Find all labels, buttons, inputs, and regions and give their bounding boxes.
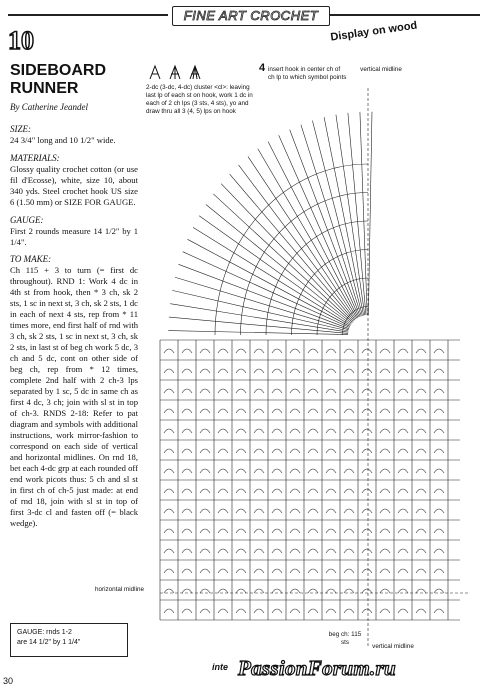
ray-line [230,174,355,321]
chain-loop [254,349,264,353]
chain-loop [254,489,264,493]
chain-loop [380,529,390,533]
chain-loop [380,409,390,413]
chain-loop [416,589,426,593]
chain-loop [326,549,336,553]
chain-loop [398,369,408,373]
chain-loop [200,449,210,453]
ray-line [336,115,365,316]
chain-loop [326,529,336,533]
chain-loop [290,369,300,373]
chain-loop [218,589,228,593]
chain-loop [164,449,174,453]
chain-loop [272,469,282,473]
chain-loop [416,469,426,473]
chain-loop [380,589,390,593]
hook-symbol: 4 [259,62,266,74]
chain-loop [254,509,264,513]
chain-loop [344,469,354,473]
ray-line [221,184,353,322]
chain-loop [164,569,174,573]
chain-loop [200,429,210,433]
chain-loop [182,589,192,593]
chain-loop [434,509,444,513]
chain-loop [362,509,372,513]
chain-loop [182,569,192,573]
chain-loop [326,609,336,613]
chain-loop [362,489,372,493]
chain-loop [398,549,408,553]
filet-grid [160,340,460,620]
chain-loop [380,369,390,373]
ray-line [360,112,367,315]
chain-loop [200,569,210,573]
chain-loop [272,369,282,373]
chain-loop [398,509,408,513]
chain-loop [344,429,354,433]
chain-loop [308,409,318,413]
chain-loop [182,369,192,373]
chain-loop [344,409,354,413]
chain-loop [362,609,372,613]
chain-loop [434,529,444,533]
chain-loop [416,509,426,513]
chain-loop [380,549,390,553]
chain-loop [200,509,210,513]
chain-loop [272,569,282,573]
chain-loop [218,409,228,413]
chain-loop [434,369,444,373]
chain-loop [308,609,318,613]
chain-loop [362,429,372,433]
chain-loop [290,349,300,353]
chain-loop [290,569,300,573]
chain-loop [272,529,282,533]
chain-loop [200,469,210,473]
chain-loop [416,609,426,613]
chain-loop [272,589,282,593]
chain-loop [380,569,390,573]
gauge-text: First 2 rounds measure 14 1/2" by 1 1/4". [10,226,138,247]
chain-loop [398,489,408,493]
chain-loop [308,509,318,513]
chain-loop [200,369,210,373]
chain-loop [164,429,174,433]
rounded-end-rays [168,112,372,335]
chain-loop [434,389,444,393]
ray-line [175,277,349,330]
chain-loop [290,509,300,513]
chain-loop [164,489,174,493]
chain-loop [200,549,210,553]
chain-loop [164,609,174,613]
chain-loop [380,509,390,513]
chain-loop [434,349,444,353]
chain-loop [326,589,336,593]
instructions-heading: TO MAKE: [10,254,52,264]
page-number: 30 [3,676,14,686]
chain-loop [362,369,372,373]
chain-loop [416,389,426,393]
chain-loop [254,529,264,533]
chain-loop [362,589,372,593]
chain-loop [344,389,354,393]
chain-loop [416,489,426,493]
chain-loop [254,449,264,453]
chain-loop [416,409,426,413]
chain-loop [236,589,246,593]
chain-loop [416,349,426,353]
chain-loop [290,429,300,433]
chain-loop [218,389,228,393]
ray-arc [215,164,368,335]
chain-loop [290,389,300,393]
header-rule-left [8,14,168,16]
title-line-1: SIDEBOARD [10,62,107,79]
chain-loop [308,349,318,353]
chain-loop [182,389,192,393]
chain-loop [434,409,444,413]
gauge-heading: GAUGE: [10,215,44,225]
hook-legend: insert hook in center ch of ch lp to which symbol points [268,66,347,81]
chain-loop [308,369,318,373]
ray-line [368,112,372,315]
chain-loop [434,469,444,473]
chain-loop [182,549,192,553]
chain-loop [362,349,372,353]
chain-loop [182,489,192,493]
chain-loop [308,469,318,473]
chain-loop [416,569,426,573]
chain-loop [164,369,174,373]
chain-loop [362,569,372,573]
chain-loop [200,349,210,353]
chain-loop [344,589,354,593]
chain-loop [164,589,174,593]
chain-loop [434,429,444,433]
header-rule-right [330,14,480,16]
chain-loop [272,509,282,513]
chain-loop [164,549,174,553]
gauge-box [10,623,128,657]
chain-loop [218,569,228,573]
chain-loop [416,429,426,433]
chain-loop [398,449,408,453]
ray-line [268,142,358,318]
ray-line [348,113,366,315]
chain-loop [182,529,192,533]
chain-loop [398,409,408,413]
chain-loop [434,609,444,613]
chain-loop [290,449,300,453]
chain-loop [164,529,174,533]
vertical-midline-label-top: vertical midline [360,66,402,73]
materials-heading: MATERIALS: [10,153,60,163]
ray-line [188,239,350,326]
chain-loop [344,349,354,353]
chain-loop [272,389,282,393]
chain-loop [398,389,408,393]
footer-brand: inte [212,662,229,672]
chain-loop [308,529,318,533]
chain-loop [290,469,300,473]
chain-loop [308,449,318,453]
chain-loop [380,429,390,433]
chain-loop [290,609,300,613]
chain-loop [236,549,246,553]
chain-loop [326,569,336,573]
chain-loop [344,489,354,493]
chain-loop [434,569,444,573]
chain-loop [254,389,264,393]
chain-loop [254,589,264,593]
crochet-diagram [140,60,470,660]
chain-loop [398,609,408,613]
chain-loop [326,409,336,413]
ray-line [279,135,359,317]
chain-loop [182,449,192,453]
chain-loop [236,609,246,613]
chain-loop [200,389,210,393]
chain-loop [272,489,282,493]
chain-loop [236,369,246,373]
horizontal-midline-label: horizontal midline [94,586,144,593]
chain-loop [182,429,192,433]
chain-loop [326,449,336,453]
chain-loop [326,429,336,433]
chain-loop [344,549,354,553]
chain-loop [254,429,264,433]
display-note: Display on wood [329,19,418,44]
chain-loop [398,569,408,573]
title-line-2: RUNNER [10,80,79,97]
chain-loop [326,369,336,373]
chain-loop [344,369,354,373]
chain-loop [326,389,336,393]
chain-loop [326,349,336,353]
chain-loop [308,429,318,433]
chain-loop [362,469,372,473]
ray-line [179,264,350,328]
pattern-number: 10 [8,26,34,55]
materials-text: Glossy quality crochet cotton (or use fil d'Ecosse), white, size 10, about 340 yds. Steel crochet hook US size 6 (1.50 mm) or SIZE FOR GAUGE. [10,164,138,207]
gauge-box-line1: GAUGE: rnds 1-2 [17,629,72,636]
chain-loop [218,489,228,493]
chain-loop [362,449,372,453]
instructions-text: Ch 115 + 3 to turn (= first dc throughout). RND 1: Work 4 dc in 4th st from hook, then * 3 ch, sk 2 sts, 1 sc in next st, 3 ch, sk 2 sts, 1 dc in each of next 4 sts, rep from * 11 times more, end first half of rnd with 3 ch, sk 2 sts, 1 sc in next st, 3 ch, sk 2 sts, in last st of beg ch work 5 dc, 3 ch and 5 dc, cont on other side of beg ch, rep from * 12 times, complete 2nd half with 2 ch-3 lps separated by 1 sc, 5 dc in same ch as first 4 dc, 3 ch; join with sl st in top of ch-3. RNDS 2-18: Refer to pat diagram and symbols with additional instructions, work mirror-fashion to correspond on each side of vertical and horizontal midlines. On rnd 18, bet each 4-dc grp at each rounded off end work picots thus: 5 ch and sl st in first ch of ch-5 just made: at end of rnd 18, join with sl st in top of first 3-dc cl and fasten off (= black wedge). [10,265,138,528]
chain-loop [200,529,210,533]
chain-loop [182,409,192,413]
chain-loop [272,349,282,353]
chain-loop [272,409,282,413]
chain-loop [398,589,408,593]
chain-loop [218,369,228,373]
chain-loop [182,469,192,473]
chain-loop [218,549,228,553]
chain-loop [218,529,228,533]
chain-loop [290,549,300,553]
ray-line [213,194,352,323]
chain-loop [344,609,354,613]
chain-loop [200,489,210,493]
chain-loop [218,449,228,453]
chain-loop [236,569,246,573]
cluster-legend: 2-dc (3-dc, 4-dc) cluster <cl>: leaving last lp of each st on hook, work 1 dc in each of 2 ch lps (3 sts, 4 sts), yo and draw thru all 3 (4, 5) lps on hook [146,84,253,115]
chain-loop [380,349,390,353]
chain-loop [236,529,246,533]
ray-line [239,165,355,320]
chain-loop [236,429,246,433]
chain-loop [272,549,282,553]
chain-loop [398,349,408,353]
chain-loop [290,489,300,493]
chain-loop [254,409,264,413]
size-heading: SIZE: [10,124,31,134]
chain-loop [218,509,228,513]
chain-loop [344,569,354,573]
chain-loop [308,389,318,393]
chain-loop [362,389,372,393]
chain-loop [164,389,174,393]
chain-loop [164,409,174,413]
chain-loop [218,349,228,353]
chain-loop [434,589,444,593]
chain-loop [398,469,408,473]
chain-loop [218,469,228,473]
chain-loop [236,409,246,413]
chain-loop [398,529,408,533]
chain-loop [362,409,372,413]
chain-loop [416,449,426,453]
chain-loop [236,349,246,353]
chain-loop [398,429,408,433]
chain-loop [434,549,444,553]
chain-loop [218,609,228,613]
chain-loop [236,509,246,513]
chain-loop [308,569,318,573]
chain-loop [254,469,264,473]
chain-loop [164,509,174,513]
chain-loop [218,429,228,433]
chain-loop [254,569,264,573]
chain-loop [380,469,390,473]
chain-loop [344,509,354,513]
chain-loop [380,609,390,613]
chain-loop [290,529,300,533]
ray-line [170,304,348,333]
chain-loop [182,349,192,353]
chain-loop [344,449,354,453]
chain-loop [362,549,372,553]
chain-loop [290,409,300,413]
chain-loop [434,489,444,493]
chain-loop [272,449,282,453]
vertical-midline-label-bottom: vertical midline [372,643,414,650]
beg-ch-label: beg ch: 115 sts [328,631,362,646]
chain-loop [434,449,444,453]
chain-loop [416,549,426,553]
chain-loop [308,589,318,593]
chain-loop [380,489,390,493]
ray-line [206,205,352,324]
chain-loop [200,409,210,413]
chain-loop [326,489,336,493]
size-text: 24 3/4" long and 10 1/2" wide. [10,135,116,145]
chain-loop [200,589,210,593]
chain-loop [290,589,300,593]
chain-loop [380,389,390,393]
chain-loop [380,449,390,453]
watermark: PassionForum.ru [238,656,396,680]
chain-loop [326,469,336,473]
chain-loop [416,369,426,373]
author: By Catherine Jeandel [10,102,88,112]
chain-loop [272,609,282,613]
chain-loop [326,509,336,513]
chain-loop [236,469,246,473]
chain-loop [254,369,264,373]
chain-loop [236,489,246,493]
chain-loop [164,469,174,473]
chain-loop [164,349,174,353]
gauge-box-line2: are 14 1/2" by 1 1/4" [17,639,81,646]
chain-loop [182,509,192,513]
chain-loop [416,529,426,533]
chain-loop [236,389,246,393]
chain-loop [254,609,264,613]
chain-loop [182,609,192,613]
chain-loop [362,529,372,533]
chain-loop [236,449,246,453]
chain-loop [308,549,318,553]
chain-loop [254,549,264,553]
chain-loop [272,429,282,433]
chain-loop [344,529,354,533]
chain-loop [200,609,210,613]
chain-loop [308,489,318,493]
series-title: FINE ART CROCHET [172,6,330,26]
